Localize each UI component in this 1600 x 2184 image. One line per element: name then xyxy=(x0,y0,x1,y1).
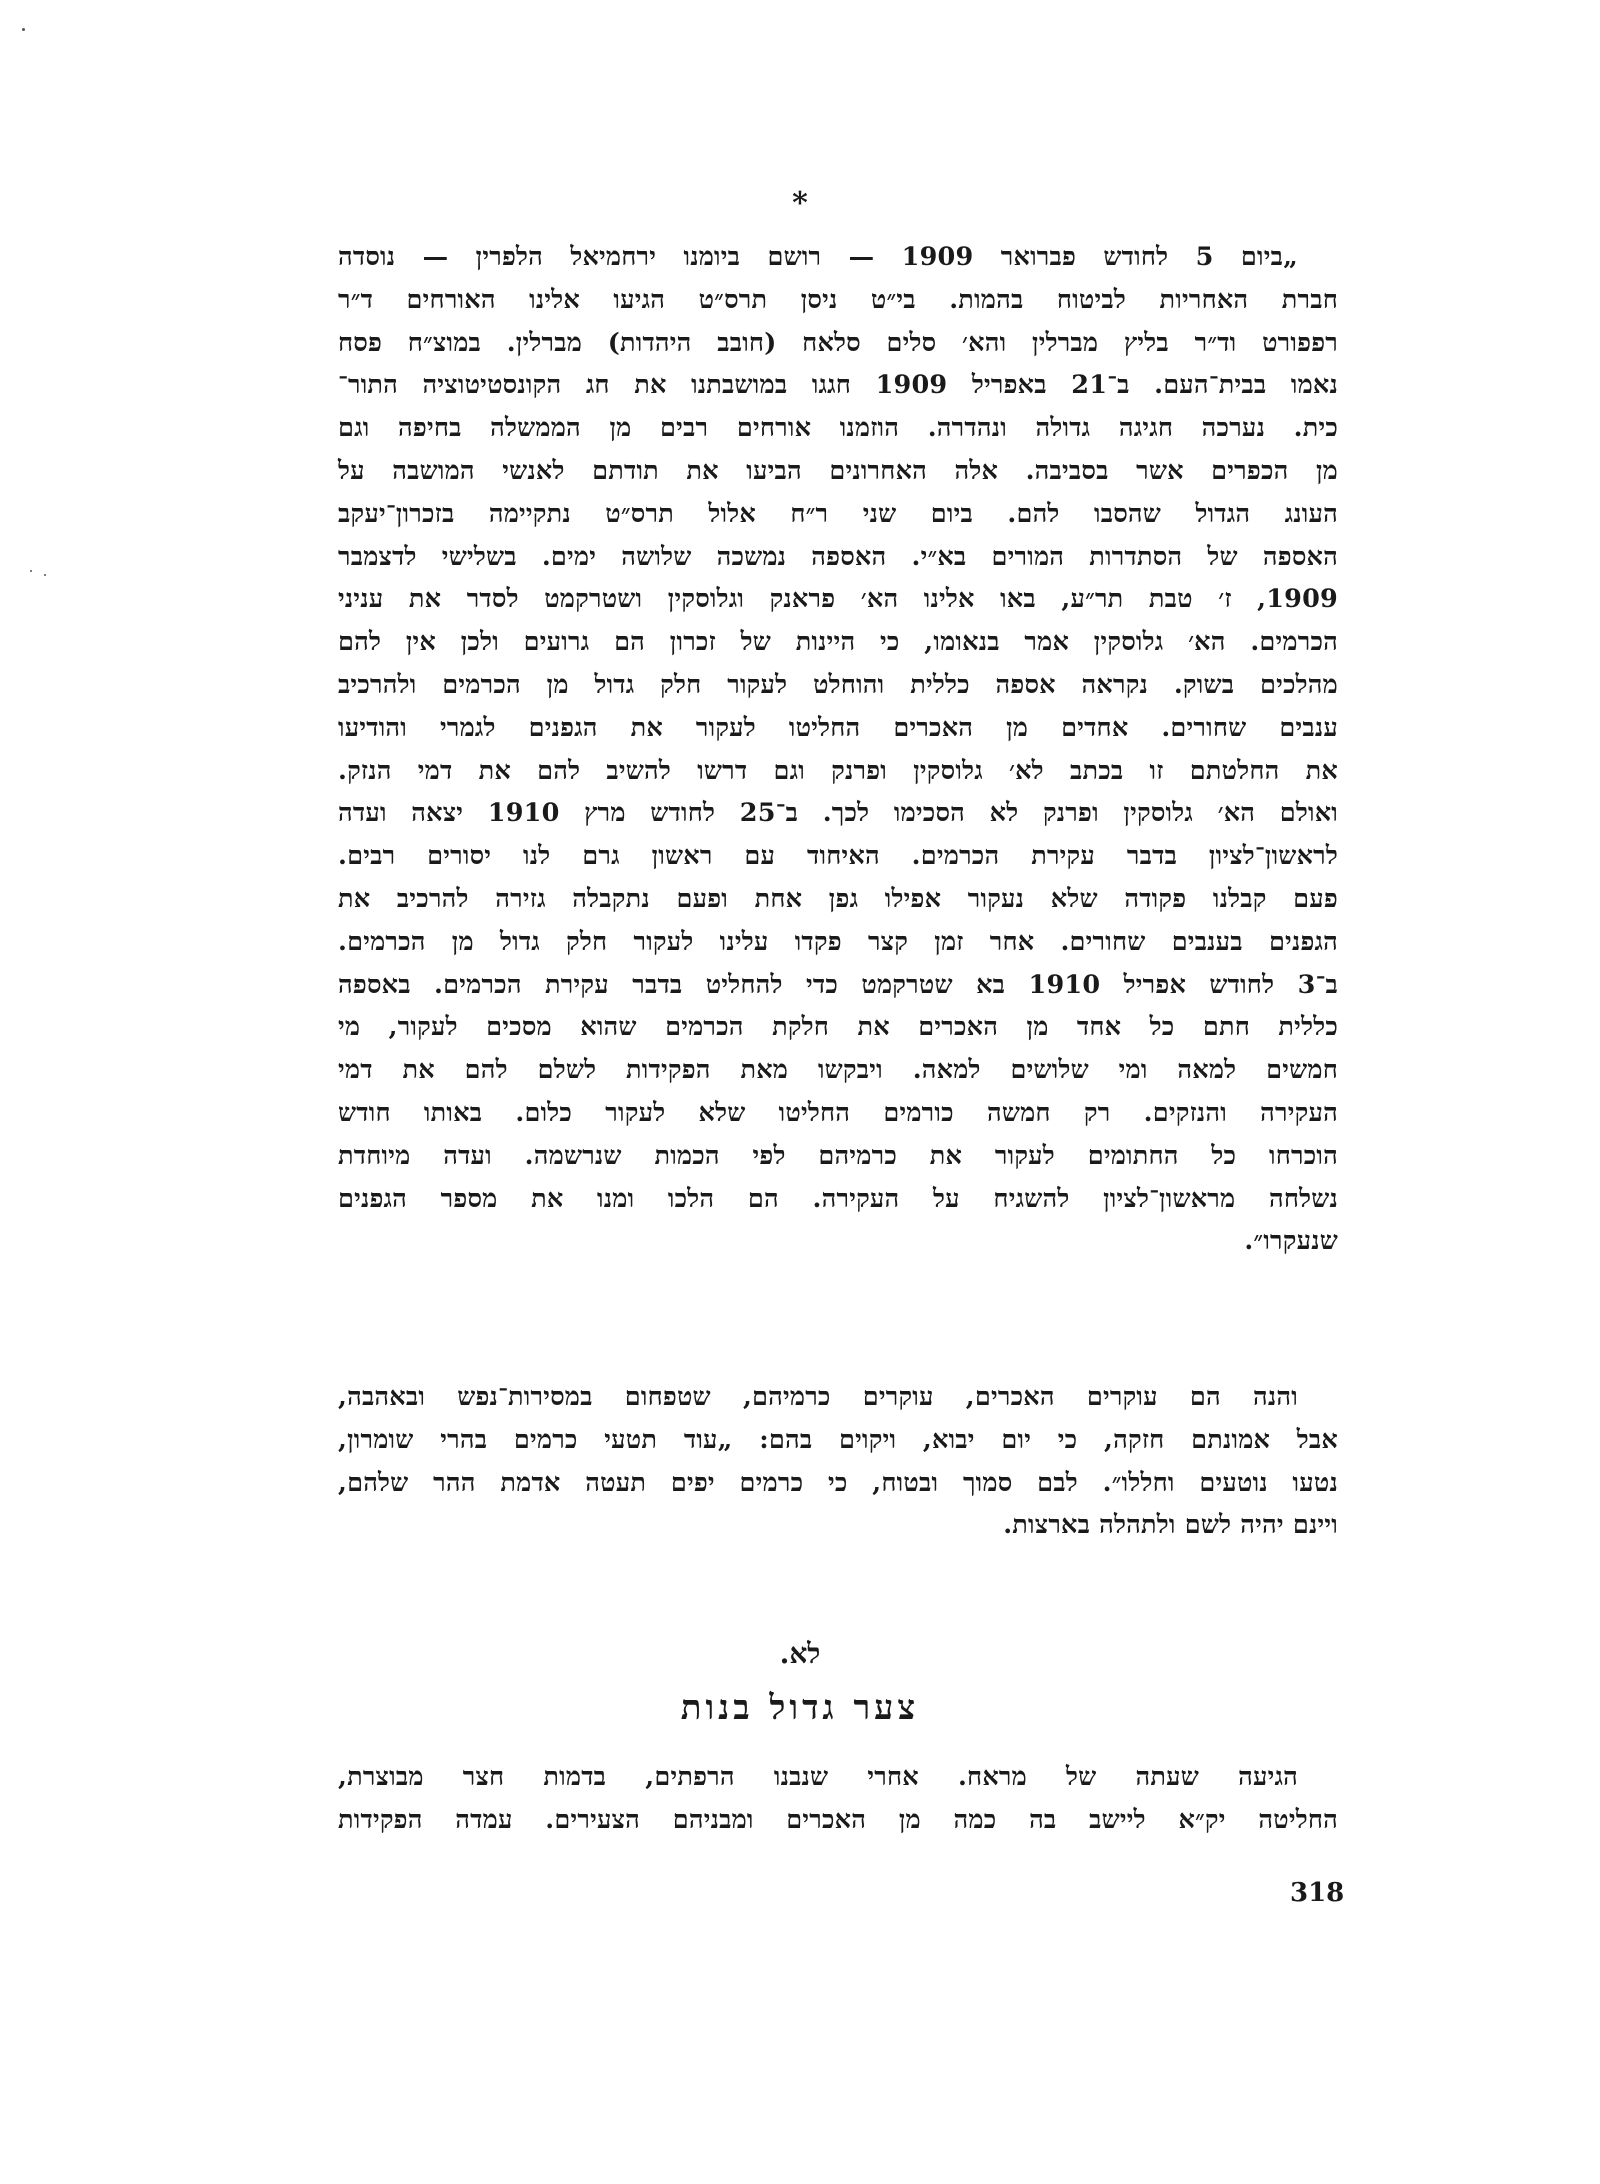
section-separator: * xyxy=(792,186,808,221)
text-line: רפפורט וד״ר בליץ מברלין והא׳ סלים סלאח (חובב היהדות) מברלין. במוצ״ח פסח xyxy=(338,327,1338,358)
chapter-title: צער גדול בנות xyxy=(680,1688,920,1728)
scan-speck xyxy=(44,574,46,576)
text-line: נאמו בבית־העם. ב־21 באפריל 1909 חגגו במושבתנו את חג הקונסטיטוציה התור־ xyxy=(338,370,1338,401)
text-line: 1909, ז׳ טבת תר״ע, באו אלינו הא׳ פראנק וגלוסקין ושטרקמט לסדר את עניני xyxy=(338,584,1338,615)
text-line: אבל אמונתם חזקה, כי יום יבוא, ויקוים בהם: „עוד תטעי כרמים בהרי שומרון, xyxy=(338,1424,1338,1455)
text-line: כית. נערכה חגיגה גדולה ונהדרה. הוזמנו אורחים רבים מן הממשלה בחיפה וגם xyxy=(338,413,1338,444)
text-line: שנעקרו״. xyxy=(1244,1226,1338,1257)
text-line: פעם קבלנו פקודה שלא נעקור אפילו גפן אחת ופעם נתקבלה גזירה להרכיב את xyxy=(338,883,1338,914)
text-line: ויינם יהיה לשם ולתהלה בארצות. xyxy=(1003,1510,1338,1541)
text-line: הכרמים. הא׳ גלוסקין אמר בנאומו, כי היינות של זכרון הם גרועים ולכן אין להם xyxy=(338,627,1338,658)
chapter-opening-paragraph xyxy=(338,1756,1338,1842)
text-line: והנה הם עוקרים האכרים, עוקרים כרמיהם, שטפחום במסירות־נפש ובאהבה, xyxy=(338,1382,1298,1412)
text-line: „ביום 5 לחודש פברואר 1909 — רושם ביומנו ירחמיאל הלפרין — נוסדה xyxy=(338,242,1298,272)
text-line: הגיעה שעתה של מראח. אחרי שנבנו הרפתים, בדמות חצר מבוצרת, xyxy=(338,1762,1298,1792)
text-line: הגפנים בענבים שחורים. אחר זמן קצר פקדו עלינו לעקור חלק גדול מן הכרמים. xyxy=(338,926,1338,957)
text-line: חברת האחריות לביטוח בהמות. בי״ט ניסן תרס״ט הגיעו אלינו האורחים ד״ר xyxy=(338,284,1338,315)
text-line: נטעו נוטעים וחללו״. לבם סמוך ובטוח, כי כרמים יפים תעטה אדמת ההר שלהם, xyxy=(338,1467,1338,1498)
scan-speck xyxy=(30,570,32,572)
text-line: את החלטתם זו בכתב לא׳ גלוסקין ופרנק וגם דרשו להשיב להם את דמי הנזק. xyxy=(338,755,1338,786)
text-line: הוכרחו כל החתומים לעקור את כרמיהם לפי הכמות שנרשמה. ועדה מיוחדת xyxy=(338,1140,1338,1171)
body-paragraph xyxy=(338,1376,1338,1547)
text-line: נשלחה מראשון־לציון להשגיח על העקירה. הם הלכו ומנו את מספר הגפנים xyxy=(338,1183,1338,1214)
text-line: מן הכפרים אשר בסביבה. אלה האחרונים הביעו את תודתם לאנשי המושבה על xyxy=(338,455,1338,486)
text-line: מהלכים בשוק. נקראה אספה כללית והוחלט לעקור חלק גדול מן הכרמים ולהרכיב xyxy=(338,669,1338,700)
text-line: ב־3 לחודש אפריל 1910 בא שטרקמט כדי להחליט בדבר עקירת הכרמים. באספה xyxy=(338,969,1338,1000)
text-line: החליטה יק״א ליישב בה כמה מן האכרים ומבניהם הצעירים. עמדה הפקידות xyxy=(338,1804,1338,1835)
text-line: לראשון־לציון בדבר עקירת הכרמים. האיחוד עם ראשון גרם לנו יסורים רבים. xyxy=(338,841,1338,872)
text-line: האספה של הסתדרות המורים בא״י. האספה נמשכה שלושה ימים. בשלישי לדצמבר xyxy=(338,541,1338,572)
text-line: העונג הגדול שהסבו להם. ביום שני ר״ח אלול תרס״ט נתקיימה בזכרון־יעקב xyxy=(338,498,1338,529)
text-line: העקירה והנזקים. רק חמשה כורמים החליטו שלא לעקור כלום. באותו חודש xyxy=(338,1097,1338,1128)
text-line: ענבים שחורים. אחדים מן האכרים החליטו לעקור את הגפנים לגמרי והודיעו xyxy=(338,712,1338,743)
quoted-diary-paragraph xyxy=(338,236,1338,1263)
chapter-number: לא. xyxy=(779,1637,821,1670)
text-line: חמשים למאה ומי שלושים למאה. ויבקשו מאת הפקידות לשלם להם את דמי xyxy=(338,1055,1338,1086)
scan-speck xyxy=(22,28,25,31)
page-number: 318 xyxy=(1290,1878,1345,1908)
text-line: כללית חתם כל אחד מן האכרים את חלקת הכרמים שהוא מסכים לעקור, מי xyxy=(338,1012,1338,1043)
text-line: ואולם הא׳ גלוסקין ופרנק לא הסכימו לכך. ב־25 לחודש מרץ 1910 יצאה ועדה xyxy=(338,798,1339,829)
